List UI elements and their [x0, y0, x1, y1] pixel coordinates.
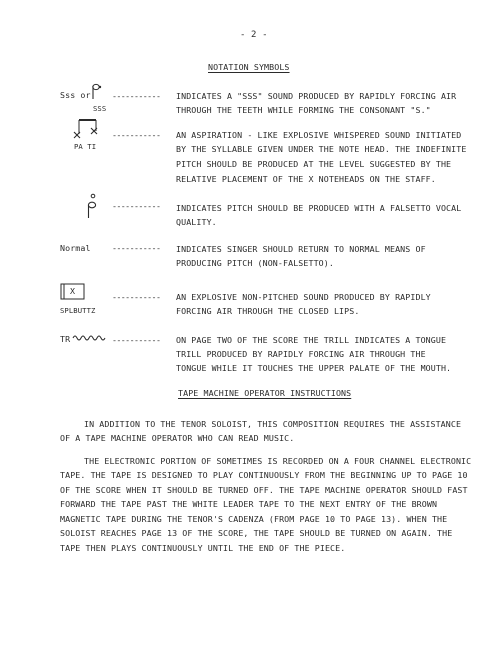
para2-line-1: THE ELECTRONIC PORTION OF SOMETIMES IS RECORDED ON A FOUR CHANNEL ELECTRONIC — [84, 456, 472, 466]
aspiration-dashes: ----------- — [112, 130, 161, 140]
normal-desc-line-1: INDICATES SINGER SHOULD RETURN TO NORMAL MEANS OF — [176, 244, 426, 254]
aspiration-x-notes-icon — [70, 117, 104, 145]
para1-line-2: OF A TAPE MACHINE OPERATOR WHO CAN READ MUSIC. — [60, 433, 295, 443]
sss-desc-line-2: THROUGH THE TEETH WHILE FORMING THE CONSONANT "S." — [176, 105, 431, 115]
sss-sublabel: SSS — [93, 104, 107, 113]
para1-line-1: IN ADDITION TO THE TENOR SOLOIST, THIS COMPOSITION REQUIRES THE ASSISTANCE — [84, 419, 462, 429]
sss-note-icon — [89, 82, 109, 102]
splbuttz-desc-line-1: AN EXPLOSIVE NON-PITCHED SOUND PRODUCED BY RAPIDLY — [176, 292, 431, 302]
aspiration-desc-line-4: RELATIVE PLACEMENT OF THE X NOTEHEADS ON THE STAFF. — [176, 174, 436, 184]
para2-line-7: TAPE THEN PLAYS CONTINUOUSLY UNTIL THE END OF THE PIECE. — [60, 543, 346, 553]
trill-desc-line-3: TONGUE WHILE IT TOUCHES THE UPPER PALATE OF THE MOUTH. — [176, 363, 452, 373]
normal-label: Normal — [60, 243, 91, 253]
para2-line-4: FORWARD THE TAPE PAST THE WHITE LEADER TAPE TO THE NEXT ENTRY OF THE BROWN — [60, 499, 438, 509]
splbuttz-dashes: ----------- — [112, 292, 161, 302]
splbuttz-box-label: X — [70, 286, 76, 296]
para2-line-3: OF THE SCORE WHEN IT SHOULD BE TURNED OFF. THE TAPE MACHINE OPERATOR SHOULD FAST — [60, 485, 468, 495]
notation-heading: NOTATION SYMBOLS — [208, 62, 290, 72]
aspiration-desc-line-3: PITCH SHOULD BE PRODUCED AT THE LEVEL SUGGESTED BY THE — [176, 159, 452, 169]
page-number: - 2 - — [240, 30, 268, 40]
trill-desc-line-1: ON PAGE TWO OF THE SCORE THE TRILL INDICATES A TONGUE — [176, 335, 447, 345]
aspiration-sublabel: PA TI — [74, 142, 97, 151]
aspiration-desc-line-1: AN ASPIRATION - LIKE EXPLOSIVE WHISPERED SOUND INITIATED — [176, 130, 462, 140]
trill-desc-line-2: TRILL PRODUCED BY RAPIDLY FORCING AIR THROUGH THE — [176, 349, 426, 359]
falsetto-note-icon — [84, 193, 102, 221]
aspiration-desc-line-2: BY THE SYLLABLE GIVEN UNDER THE NOTE HEAD. THE INDEFINITE — [176, 144, 467, 154]
para2-line-2: TAPE. THE TAPE IS DESIGNED TO PLAY CONTINUOUSLY FROM THE BEGINNING UP TO PAGE 10 — [60, 470, 468, 480]
tape-heading: TAPE MACHINE OPERATOR INSTRUCTIONS — [178, 388, 352, 398]
splbuttz-sublabel: SPLBUTTZ — [60, 306, 96, 315]
falsetto-desc-line-1: INDICATES PITCH SHOULD BE PRODUCED WITH A FALSETTO VOCAL — [176, 203, 462, 213]
sss-label: Sss or — [60, 90, 91, 100]
falsetto-desc-line-2: QUALITY. — [176, 217, 217, 227]
falsetto-dashes: ----------- — [112, 201, 161, 211]
trill-wavy-icon — [72, 333, 106, 343]
sss-desc-line-1: INDICATES A "SSS" SOUND PRODUCED BY RAPIDLY FORCING AIR — [176, 91, 457, 101]
normal-dashes: ----------- — [112, 243, 161, 253]
para2-line-5: MAGNETIC TAPE DURING THE TENOR'S CADENZA (FROM PAGE 10 TO PAGE 13). WHEN THE — [60, 514, 448, 524]
trill-dashes: ----------- — [112, 335, 161, 345]
sss-dashes: ----------- — [112, 91, 161, 101]
splbuttz-desc-line-2: FORCING AIR THROUGH THE CLOSED LIPS. — [176, 306, 360, 316]
trill-label: TR — [60, 334, 71, 344]
para2-line-6: SOLOIST REACHES PAGE 13 OF THE SCORE, THE TAPE SHOULD BE TURNED ON AGAIN. THE — [60, 528, 453, 538]
normal-desc-line-2: PRODUCING PITCH (NON-FALSETTO). — [176, 258, 334, 268]
